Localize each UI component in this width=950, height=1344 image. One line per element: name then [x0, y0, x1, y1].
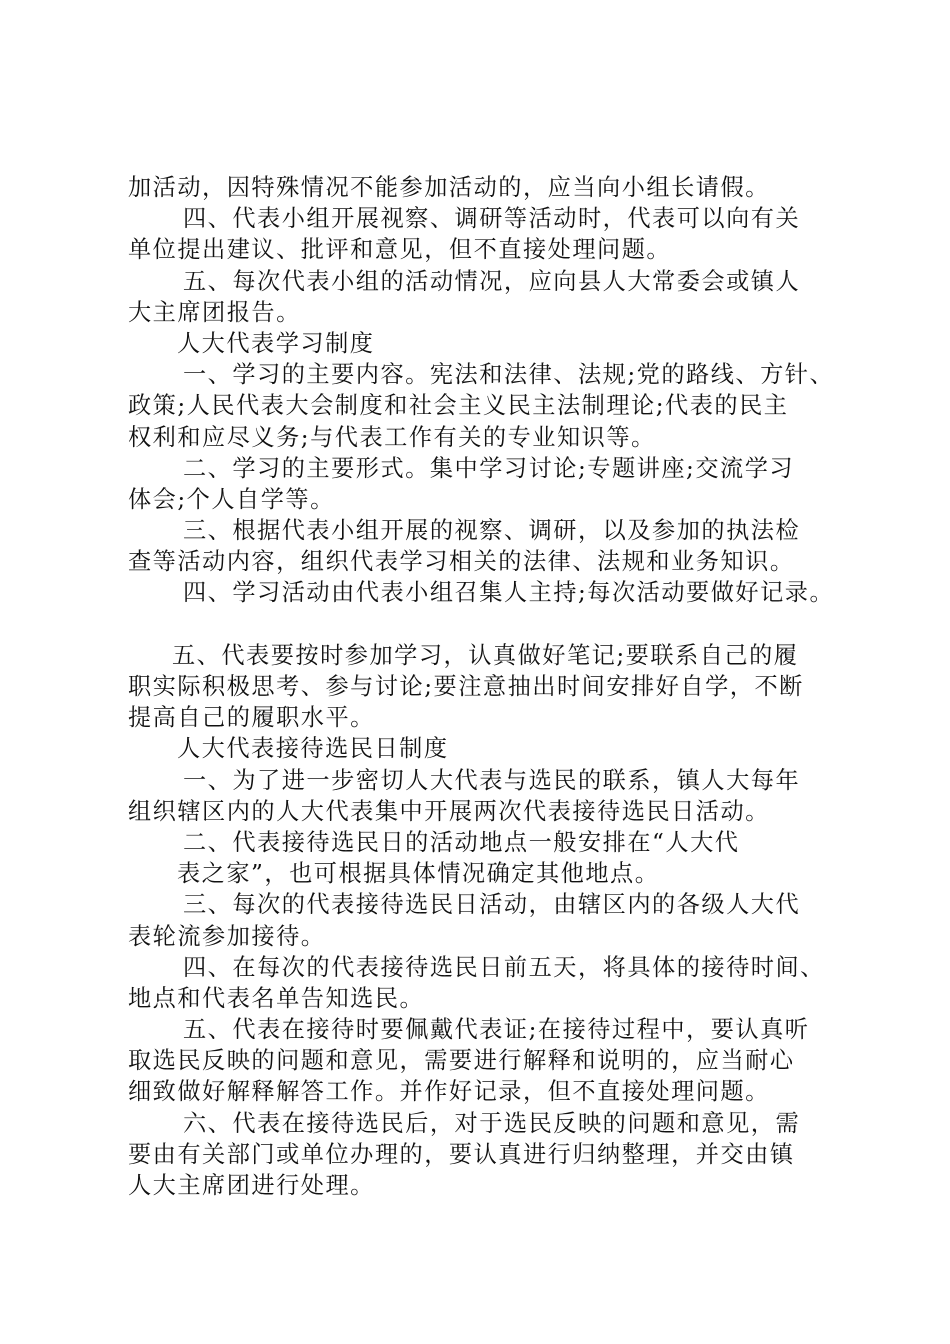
paragraph-line: 二、代表接待选民日的活动地点一般安排在“人大代: [183, 828, 740, 856]
paragraph-line: 表轮流参加接待。: [128, 922, 326, 950]
section-heading: 人大代表接待选民日制度: [177, 735, 449, 763]
paragraph-line: 取选民反映的问题和意见，需要进行解释和说明的，应当耐心: [128, 1047, 795, 1075]
paragraph-line: 四、学习活动由代表小组召集人主持;每次活动要做好记录。: [183, 579, 835, 607]
paragraph-line: 三、根据代表小组开展的视察、调研，以及参加的执法检: [183, 517, 801, 545]
paragraph-line: 地点和代表名单告知选民。: [128, 984, 425, 1012]
paragraph-line: 组织辖区内的人大代表集中开展两次代表接待选民日活动。: [128, 797, 770, 825]
paragraph-line: 五、每次代表小组的活动情况，应向县人大常委会或镇人: [183, 267, 801, 295]
paragraph-line: 体会;个人自学等。: [128, 485, 335, 513]
document-body: [128, 172, 868, 1201]
paragraph-line: 查等活动内容，组织代表学习相关的法律、法规和业务知识。: [128, 548, 795, 576]
paragraph-line: 一、学习的主要内容。宪法和法律、法规;党的路线、方针、: [183, 361, 835, 389]
paragraph-line: 四、代表小组开展视察、调研等活动时，代表可以向有关: [183, 205, 801, 233]
paragraph-line: 提高自己的履职水平。: [128, 704, 375, 732]
paragraph-gap: [128, 609, 868, 640]
paragraph-line: 职实际积极思考、参与讨论;要注意抽出时间安排好自学，不断: [128, 673, 804, 700]
paragraph-line: 单位提出建议、批评和意见，但不直接处理问题。: [128, 236, 672, 264]
paragraph-line: 三、每次的代表接待选民日活动，由辖区内的各级人大代: [183, 891, 801, 919]
paragraph-line: 要由有关部门或单位办理的，要认真进行归纳整理，并交由镇: [128, 1140, 795, 1168]
paragraph-line: 大主席团报告。: [128, 298, 301, 326]
paragraph-line: 人大主席团进行处理。: [128, 1172, 375, 1199]
paragraph-line: 六、代表在接待选民后，对于选民反映的问题和意见，需: [183, 1109, 801, 1137]
paragraph-line: 权利和应尽义务;与代表工作有关的专业知识等。: [128, 423, 656, 451]
paragraph-line: 二、学习的主要形式。集中学习讨论;专题讲座;交流学习: [183, 454, 795, 482]
paragraph-line: 加活动，因特殊情况不能参加活动的，应当向小组长请假。: [128, 174, 770, 201]
paragraph-line: 四、在每次的代表接待选民日前五天，将具体的接待时间、: [183, 953, 825, 981]
paragraph-line: 一、为了进一步密切人大代表与选民的联系，镇人大每年: [183, 766, 801, 794]
paragraph-line: 表之家”，也可根据具体情况确定其他地点。: [177, 860, 660, 888]
paragraph-line: 细致做好解释解答工作。并作好记录，但不直接处理问题。: [128, 1078, 770, 1106]
paragraph-line: 五、代表在接待时要佩戴代表证;在接待过程中，要认真听: [183, 1016, 810, 1044]
paragraph-line: 五、代表要按时参加学习，认真做好笔记;要联系自己的履: [172, 641, 799, 669]
section-heading: 人大代表学习制度: [177, 329, 375, 357]
paragraph-line: 政策;人民代表大会制度和社会主义民主法制理论;代表的民主: [128, 392, 789, 420]
